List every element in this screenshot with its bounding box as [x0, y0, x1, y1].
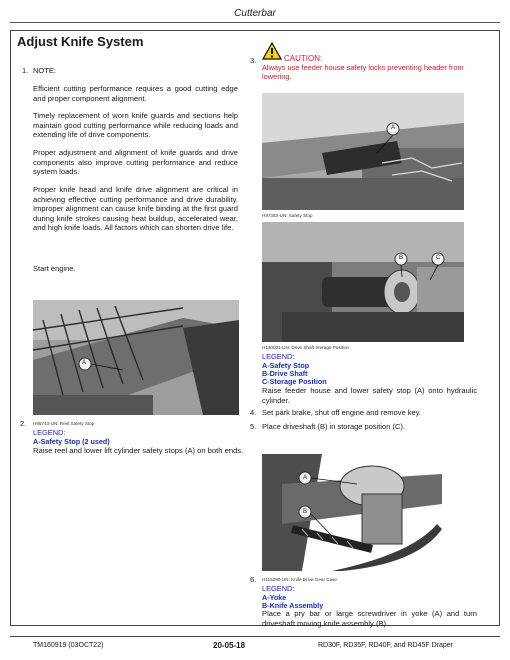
caution-icon: [262, 42, 282, 65]
step-3-legend-b: B-Drive Shaft: [262, 369, 308, 378]
caution-text: Always use feeder house safety locks preventing header from lowering.: [262, 63, 464, 82]
step-3-number: 3.: [250, 56, 257, 65]
note-paragraph-1: Efficient cutting performance requires a good cutting edge and proper component alignment.: [33, 84, 238, 103]
photo2-caption: H97383-UN: Safety Stop: [262, 213, 313, 218]
step-2-text: Raise reel and lower lift cylinder safety stops (A) on both ends.: [33, 446, 244, 455]
step-6-text: Place a pry bar or large screwdriver in yoke (A) and turn driveshaft moving knife assembly (B).: [262, 609, 477, 628]
step-2-legend-title: LEGEND:: [33, 428, 66, 437]
step-3-legend-a: A-Safety Stop: [262, 361, 310, 370]
photo3-caption: H130031-UN: Drive Shaft Storage Position: [262, 345, 350, 350]
caution-label: CAUTION:: [284, 54, 323, 63]
step-2-legend-a: A-Safety Stop (2 used): [33, 437, 110, 446]
photo2-callout-a: A: [391, 125, 396, 131]
step-3-text: Raise feeder house and lower safety stop (A) onto hydraulic cylinder.: [262, 386, 477, 405]
photo1-callout-a-label: A: [82, 360, 87, 366]
photo3-callout-b: B: [399, 255, 404, 261]
step-5-number: 5.: [250, 422, 257, 431]
header-rule: [10, 22, 500, 23]
step-3-legend-c: C-Storage Position: [262, 377, 327, 386]
step-4-number: 4.: [250, 408, 257, 417]
note-paragraph-4: Proper knife head and knife drive alignment are critical in achieving effective cutting performance and drive durability. Improper alignment can cause knife binding at the first guard during knife strokes causing heat buildup, accelerated wear, and high knife loads. All factors which can shorten drive life.: [33, 185, 238, 233]
photo1-caption: H95743-UN: Reel Safety Stop: [33, 421, 95, 426]
photo3-callout-c: C: [436, 255, 441, 261]
safety-stop-illustration: [262, 93, 464, 210]
knife-drive-gear-case-illustration: [262, 454, 442, 571]
step-6-number: 6.: [250, 575, 257, 584]
photo4-callout-a: A: [303, 475, 308, 481]
step-6-legend-a: A-Yoke: [262, 593, 287, 602]
page-title: Adjust Knife System: [17, 34, 144, 49]
step-5-text: Place driveshaft (B) in storage position (C).: [262, 422, 405, 431]
reel-safety-stop-illustration: [33, 300, 239, 415]
footer-doc-id: TM160919 (03OCT22): [33, 642, 104, 649]
step-6-legend-title: LEGEND:: [262, 584, 295, 593]
footer-models: RD30F, RD35F, RD40F, and RD45F Draper: [318, 642, 453, 649]
section-header: Cutterbar: [234, 8, 276, 19]
step-1-number: 1.: [22, 66, 29, 75]
step-1-note-label: NOTE:: [33, 66, 56, 75]
reel-safety-stop-photo: [33, 300, 239, 415]
step-6-legend-b: B-Knife Assembly: [262, 601, 324, 610]
photo4-callout-b: B: [303, 509, 308, 515]
start-engine-text: Start engine.: [33, 264, 76, 273]
photo4-caption: H115280-UN: Knife Drive Gear Case: [262, 577, 337, 582]
footer-page-number: 20-05-18: [213, 641, 246, 650]
note-paragraph-2: Timely replacement of worn knife guards and sections help maintain good cutting performance while reducing loads and extending life of drive components.: [33, 111, 238, 140]
drive-shaft-storage-photo: [262, 222, 464, 342]
safety-stop-photo: [262, 93, 464, 210]
knife-drive-gear-case-photo: [262, 454, 442, 571]
step-2-number: 2.: [20, 419, 27, 428]
step-3-legend-title: LEGEND:: [262, 352, 295, 361]
drive-shaft-storage-illustration: [262, 222, 464, 342]
footer-rule: [10, 636, 500, 637]
step-4-text: Set park brake, shut off engine and remove key.: [262, 408, 421, 417]
note-paragraph-3: Proper adjustment and alignment of knife guards and drive components also improve cutting performance and reduce system loads.: [33, 148, 238, 177]
